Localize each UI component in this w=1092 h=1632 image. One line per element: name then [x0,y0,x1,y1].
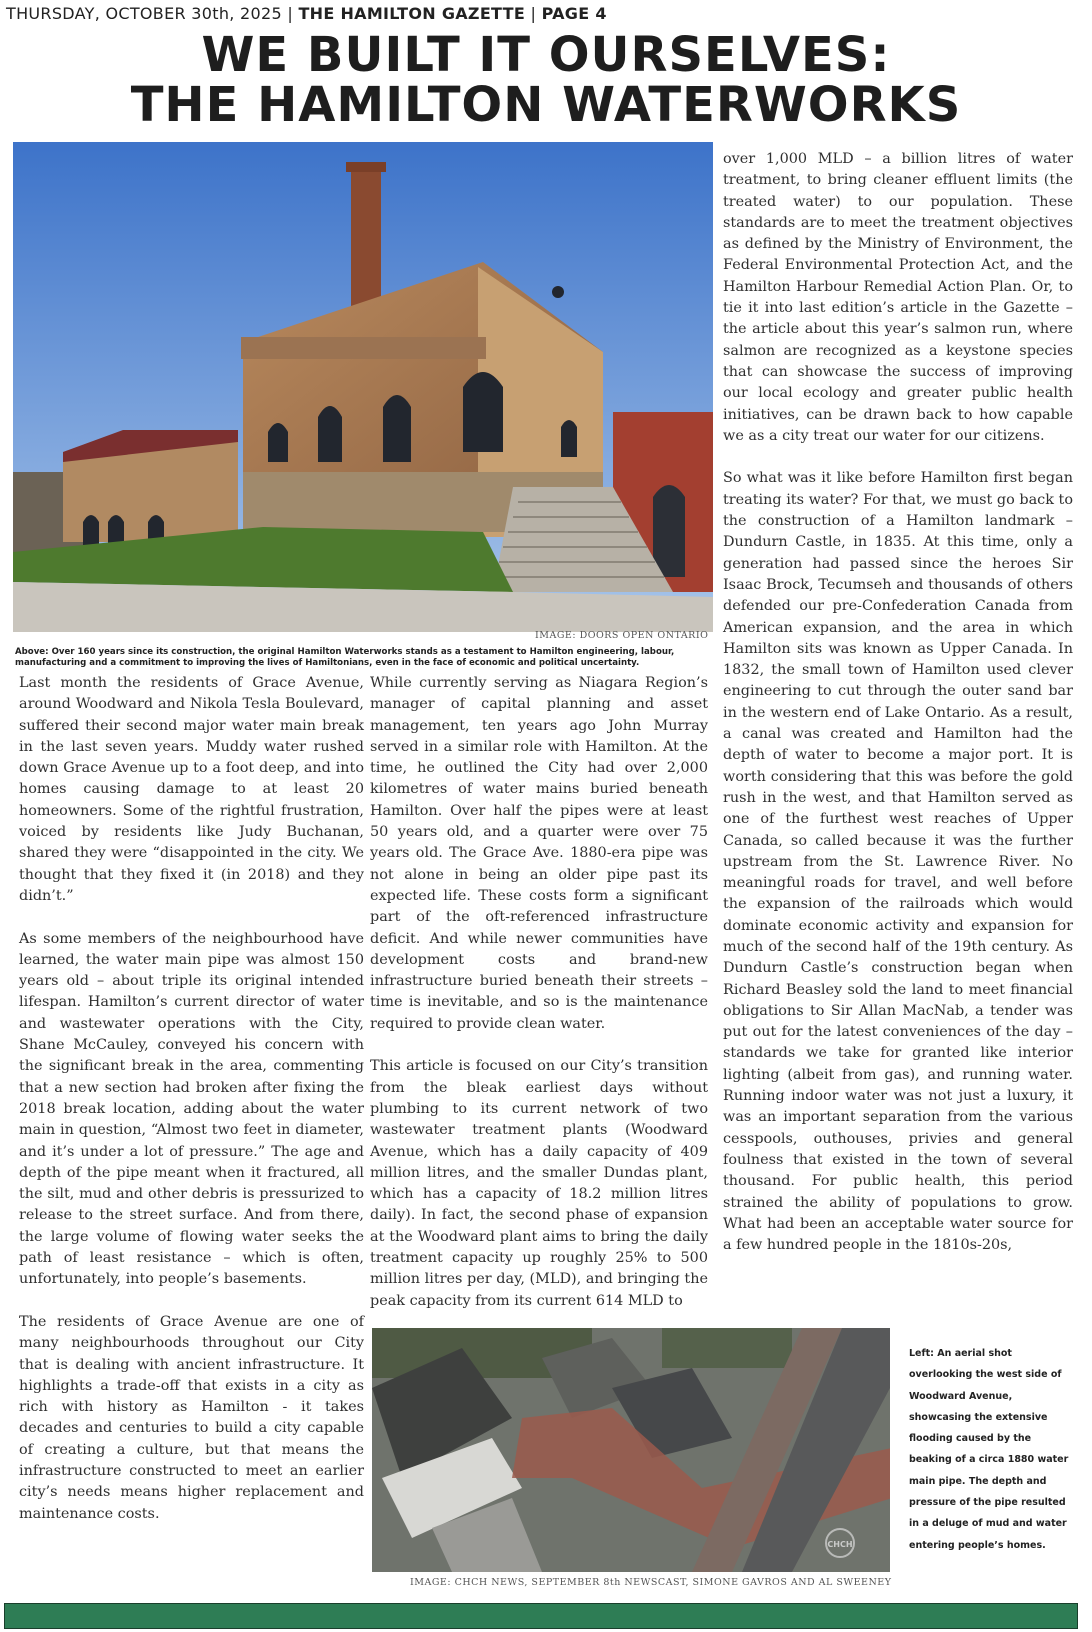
article-paragraph: The residents of Grace Avenue are one of many neighbourhoods throughout our City that is dealing with ancient infrastructure. It highlights a trade-off that exists in a city as rich with history as Hamilton - it takes decades and centuries to build a city capable of creating a culture, but that means the infrastructure constructed to meet an earlier city’s needs means higher replacement and maintenance costs. [19,1313,364,1522]
article-paragraph: over 1,000 MLD – a billion litres of water treatment, to bring cleaner effluent limits (the treated water) to our population. These standards are to meet the treatment objectives as defined by the Ministry of Environment, the Federal Environmental Protection Act, and the Hamilton Harbour Remedial Action Plan. Or, to tie it into last edition’s article in the Gazette – the article about this year’s salmon run, where salmon are recognized as a keystone species that can showcase the success of improving our local ecology and greater public health initiatives, can be drawn back to how capable we as a city treat our water for our citizens. [723,151,1073,444]
dateline-date: THURSDAY, OCTOBER 30th, 2025 [6,4,282,23]
headline-line-1: WE BUILT IT OURSELVES: [201,27,891,83]
article-paragraph: So what was it like before Hamilton first began treating its water? For that, we must go back to the construction of a Hamilton landmark – Dundurn Castle, in 1835. At this time, only a generation had passed since the heroes Sir Isaac Brock, Tecumseh and thousands of others defended our pre-Confederation Canada from American expansion, and the area in which Hamilton sits was known as Upper Canada. In 1832, the small town of Hamilton used clever engineering to cut through the outer sand bar in the western end of Lake Ontario. As a result, a canal was created and Hamilton had the depth of water to become a major port. It is worth considering that this was before the gold rush in the west, and that Hamilton served as one of the furthest west reaches of Upper Canada, so called because it was the further upstream from the St. Lawrence River. No meaningful roads for travel, and well before the expansion of the railroads which would dominate economic activity and expansion for much of the second half of the 19th century. As Dundurn Castle’s construction began when Richard Beasley sold the land to meet financial obligations to Sir Allan MacNab, a tender was put out for the latest conveniences of the day – standards we take for granted like interior lighting (albeit from gas), and running water. Running indoor water was not just a luxury, it was an important separation from the various cesspools, outhouses, privies and general foulness that existed in the town of several thousand. For public health, this period strained the ability of populations to grow. What had been an acceptable water source for a few hundred people in the 1810s-20s, [723,470,1073,1254]
article-paragraph: As some members of the neighbourhood have learned, the water main pipe was almost 150 years old – about triple its original intended lifespan. Hamilton’s current director of water and wastewater operations with the City, Shane McCauley, conveyed his concern with the significant break in the area, commenting that a new section had broken after fixing the 2018 break location, adding about the water main in question, “Almost two feet in diameter, and it’s under a lot of pressure.” The age and depth of the pipe meant when it fractured, all the silt, mud and other debris is pressurized to release to the street surface. And from there, the large volume of flowing water seeks the path of least resistance – which is often, unfortunately, into people’s basements. [19,930,364,1288]
headline [0,27,1092,133]
article-paragraph: While currently serving as Niagara Region’s manager of capital planning and asset management, ten years ago John Murray served in a similar role with Hamilton. At the time, he outlined the City had over 2,000 kilometres of water mains buried beneath Hamilton. Over half the pipes were at least 50 years old, and a quarter were over 75 years old. The Grace Ave. 1880-era pipe was not alone in being an older pipe past its expected life. These costs form a significant part of the oft-referenced infrastructure deficit. And while newer communities have development costs and brand-new infrastructure buried beneath their streets – time is inevitable, and so is the maintenance required to provide clean water. [370,675,708,1032]
dateline-separator: | [281,4,299,23]
dateline-page-number: PAGE 4 [541,4,607,23]
aerial-photo-watermark: CHCH [827,1540,853,1549]
aerial-photo-credit: IMAGE: CHCH NEWS, SEPTEMBER 8th NEWSCAST, SIMONE GAVROS AND AL SWEENEY [410,1577,892,1588]
dateline-paper-name: THE HAMILTON GAZETTE [298,4,526,23]
photo-caption: Above: Over 160 years since its construction, the original Hamilton Waterworks stands as a testament to Hamilton engineering, labour, manufacturing and a commitment to improving the lives of Hamiltonians, even in the face of economic and political uncertainty. [15,647,675,668]
dateline [6,4,607,23]
article-column-3 [723,149,1073,1256]
aerial-flood-photo [372,1328,890,1572]
headline-line-2: THE HAMILTON WATERWORKS [130,77,962,133]
waterworks-photo [13,142,713,632]
footer-bar [4,1603,1078,1629]
article-paragraph: Last month the residents of Grace Avenue, around Woodward and Nikola Tesla Boulevard, suffered their second major water main break in the last seven years. Muddy water rushed down Grace Avenue up to a foot deep, and into homes causing damage to at least 20 homeowners. Some of the rightful frustration, voiced by residents like Judy Buchanan, shared they were “disappointed in the city. We thought that they fixed it (in 2018) and they didn’t.” [19,675,364,904]
article-paragraph: This article is focused on our City’s transition from the bleak earliest days without plumbing to its current network of two wastewater treatment plants (Woodward Avenue, which has a daily capacity of 409 million litres, and the smaller Dundas plant, which has a capacity of 18.2 million litres daily). In fact, the second phase of expansion at the Woodward plant aims to bring the daily treatment capacity up roughly 25% to 500 million litres per day, (MLD), and bringing the peak capacity from its current 614 MLD to [370,1058,708,1309]
article-column-1 [19,673,364,1525]
aerial-photo-caption: Left: An aerial shot overlooking the west side of Woodward Avenue, showcasing the extensive flooding caused by the beaking of a circa 1880 water main pipe. The depth and pressure of the pipe resulted in a deluge of mud and water entering people’s homes. [909,1348,1069,1551]
article-column-2 [370,673,708,1312]
photo-credit: IMAGE: DOORS OPEN ONTARIO [535,630,709,641]
dateline-separator: | [525,4,542,23]
